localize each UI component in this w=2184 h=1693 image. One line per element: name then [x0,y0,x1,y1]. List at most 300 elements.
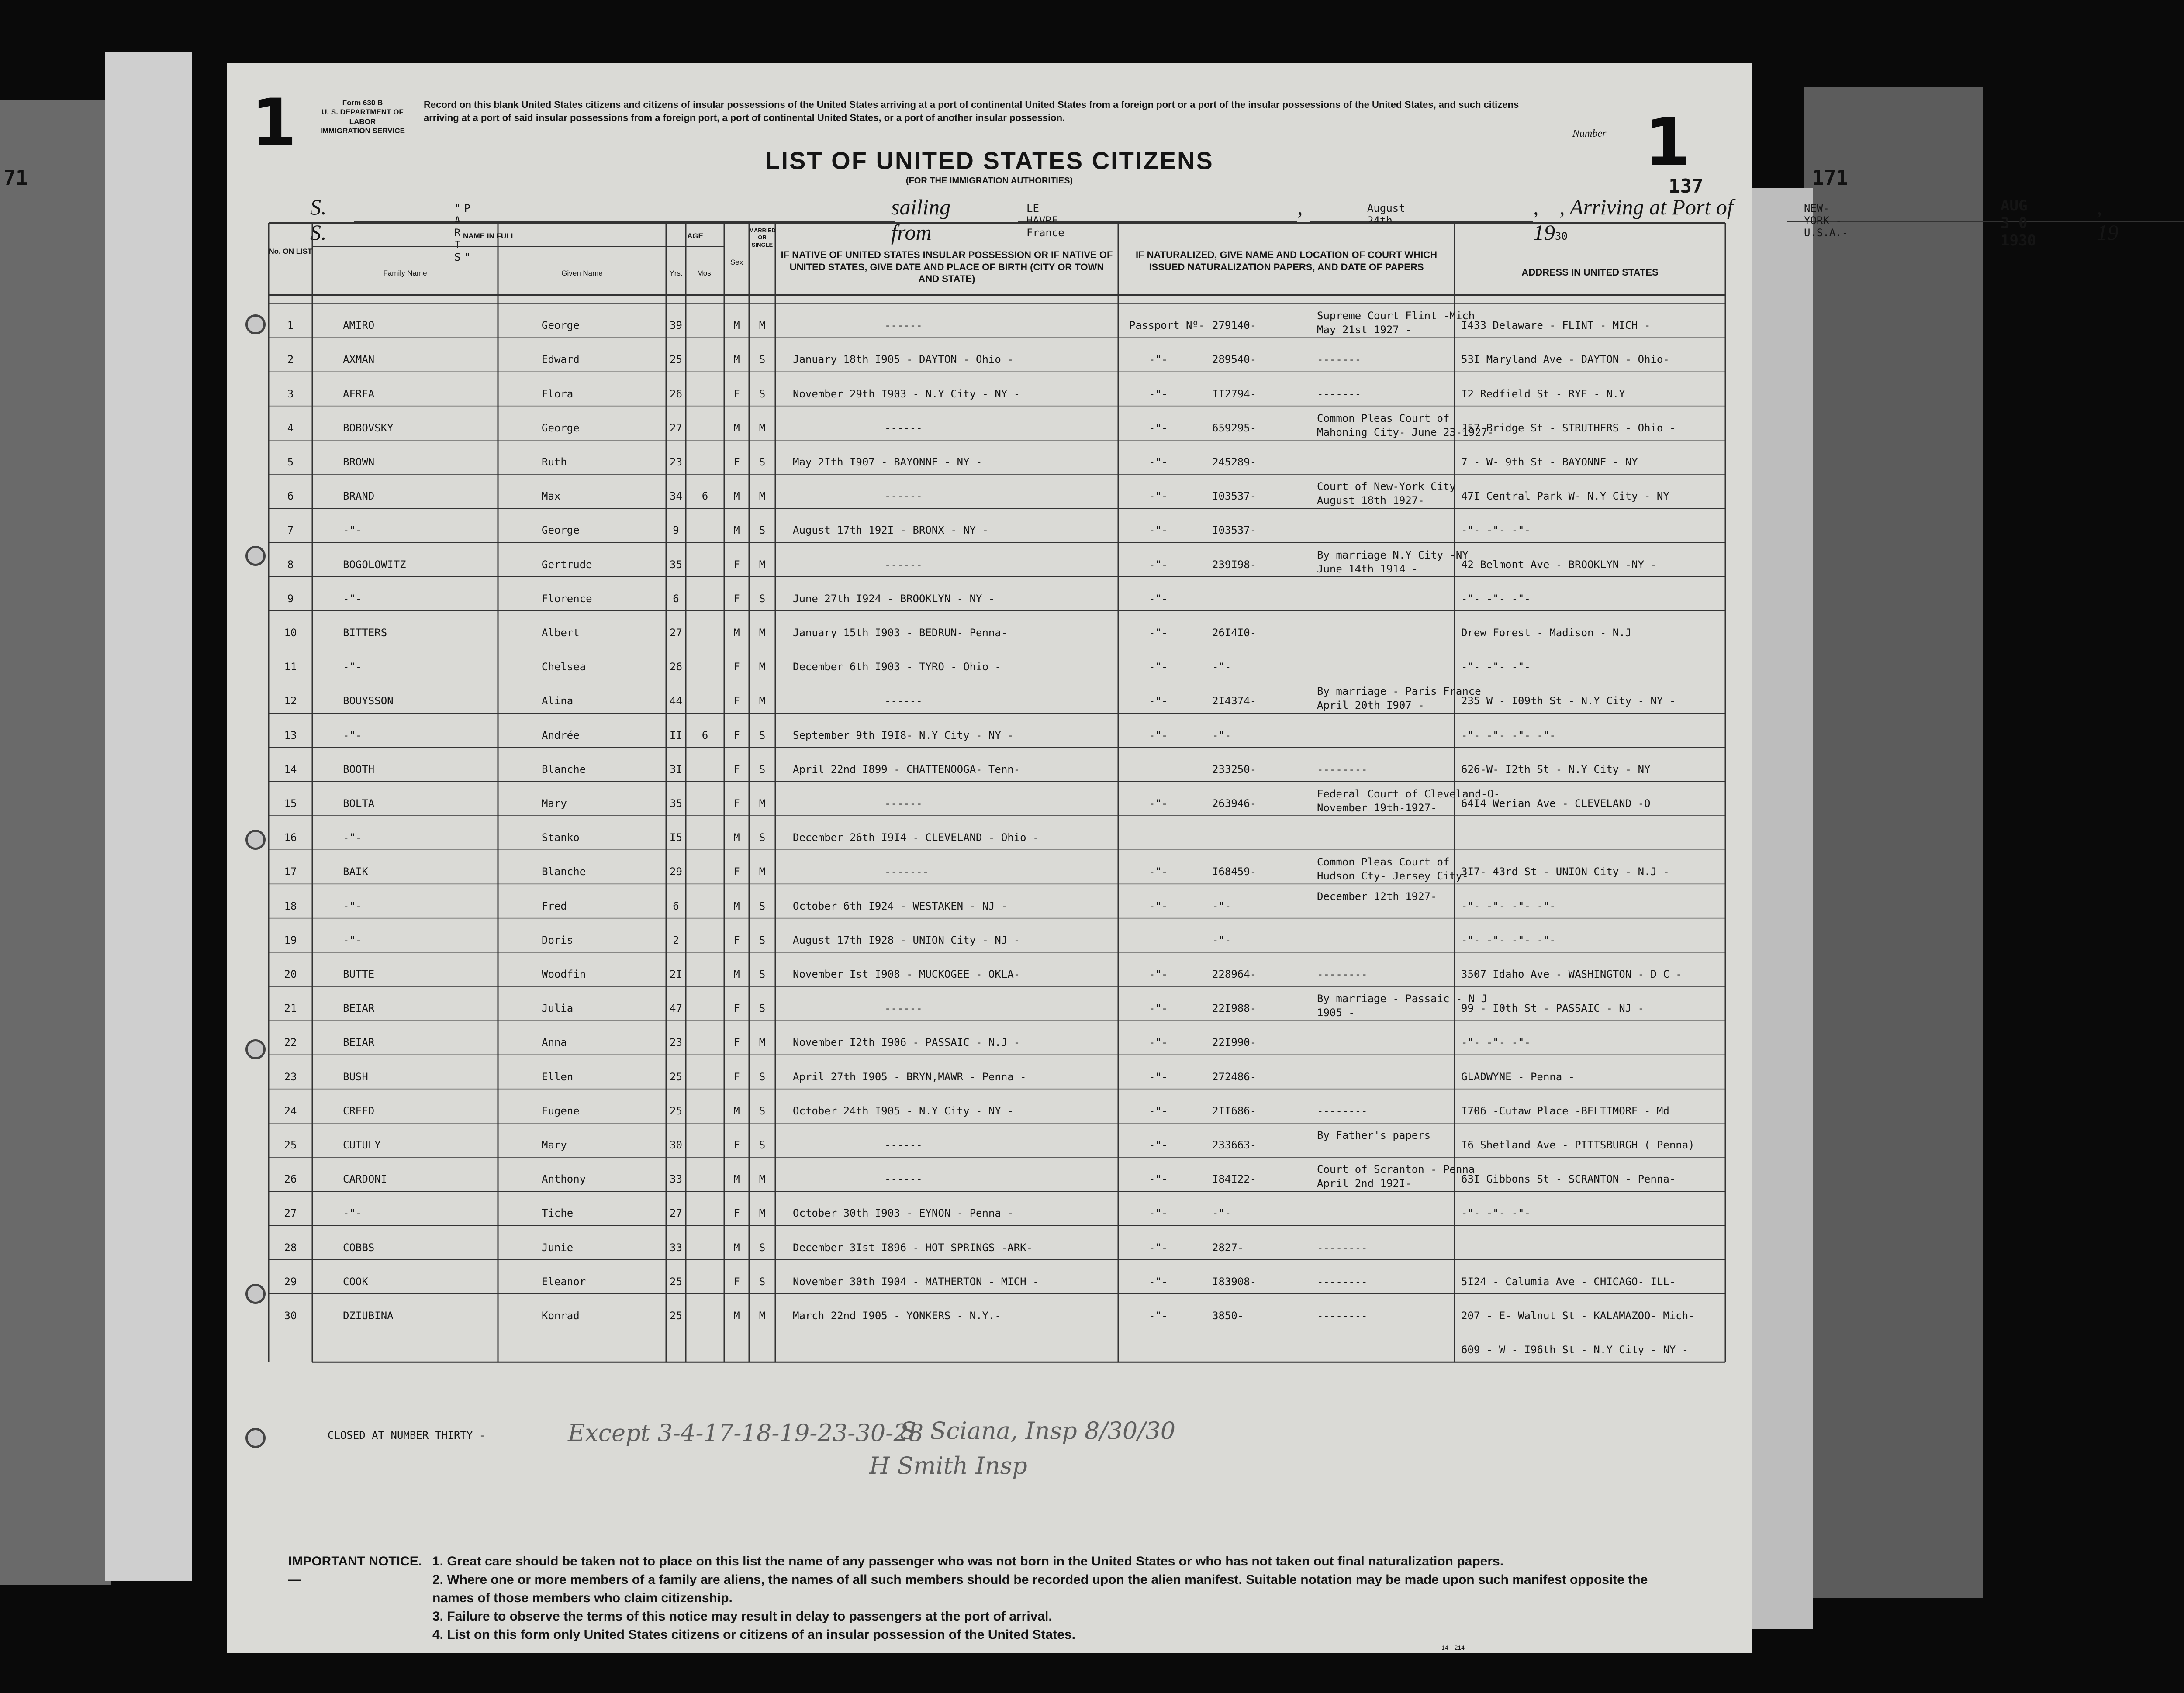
row-number: 5 [287,456,294,468]
family-name: BEIAR [343,1002,375,1015]
court-line-1: Court of Scranton - Penna [1317,1163,1475,1176]
row-number: 7 [287,524,294,537]
sex: F [733,865,740,878]
sex: F [733,1002,740,1015]
handwritten-signature-2: H Smith Insp [869,1452,1027,1479]
family-name: AFREA [343,387,375,400]
binder-hole [245,830,266,850]
naturalization-ref: -"- [1149,968,1168,980]
naturalization-ref: -"- [1149,661,1168,673]
birth-info: October 30th I903 - EYNON - Penna - [793,1207,1014,1220]
age-years: 33 [670,1241,682,1254]
given-name: Junie [542,1241,574,1254]
page-number: 137 [1669,175,1704,197]
sex: F [733,661,740,673]
row-number: 17 [284,865,297,878]
given-name: Max [542,490,561,503]
naturalization-ref: Passport Nº- [1129,319,1205,332]
sheet-number-left: 1 [251,85,297,161]
family-name: AXMAN [343,353,375,366]
naturalization-ref: -"- [1149,456,1168,468]
binder-hole [245,546,266,566]
naturalization-number: -"- [1212,900,1231,912]
sex: M [733,627,740,639]
naturalization-number: I68459- [1212,865,1257,878]
naturalization-ref: -"- [1149,387,1168,400]
marital-status: M [759,490,766,503]
naturalization-number: II2794- [1212,387,1257,400]
address: 64I4 Werian Ave - CLEVELAND -O [1461,797,1651,810]
sex: F [733,695,740,707]
family-name: BUSH [343,1070,368,1083]
header-number: No. ON LIST [269,247,312,255]
given-name: George [542,524,580,537]
birth-info: December 3Ist I896 - HOT SPRINGS -ARK- [793,1241,1033,1254]
age-years: 26 [670,387,682,400]
naturalization-number: -"- [1212,934,1231,946]
sex: M [733,1104,740,1117]
given-name: Ruth [542,456,567,468]
header-family-name: Family Name [383,269,427,277]
address: I2 Redfield St - RYE - N.Y [1461,387,1625,400]
birth-info: ------ [885,1002,923,1015]
notice-label: IMPORTANT NOTICE.— [288,1554,422,1587]
family-name: BOUYSSON [343,695,394,707]
age-years: 27 [670,421,682,434]
family-name: CREED [343,1104,375,1117]
sailing-date: August 24th [1367,202,1405,227]
row-number: 2 [287,353,294,366]
naturalization-ref: -"- [1149,524,1168,537]
age-years: 30 [670,1139,682,1151]
marital-status: S [759,831,766,844]
marital-status: M [759,1310,766,1322]
sex: M [733,968,740,980]
age-years: 26 [670,661,682,673]
given-name: Chelsea [542,661,586,673]
row-number: 6 [287,490,294,503]
row-number: 1 [287,319,294,332]
age-years: 23 [670,456,682,468]
birth-info: October 24th I905 - N.Y City - NY - [793,1104,1014,1117]
row-number: 3 [287,387,294,400]
naturalization-number: 245289- [1212,456,1257,468]
naturalization-number: -"- [1212,661,1231,673]
row-number: 11 [284,661,297,673]
age-years: 29 [670,865,682,878]
row-number: 13 [284,729,297,741]
birth-info: ------ [885,490,923,503]
address: -"- -"- -"- -"- [1461,900,1556,912]
family-name: BEIAR [343,1036,375,1049]
age-years: 35 [670,797,682,810]
family-name: AMIRO [343,319,375,332]
address: 99 - I0th St - PASSAIC - NJ - [1461,1002,1645,1015]
marital-status: S [759,592,766,605]
court-line-1: -------- [1317,1241,1368,1254]
marital-status: M [759,661,766,673]
sex: M [733,490,740,503]
birth-info: October 6th I924 - WESTAKEN - NJ - [793,900,1008,912]
naturalization-ref: -"- [1149,1310,1168,1322]
court-line-1: ------- [1317,387,1362,400]
marital-status: S [759,387,766,400]
family-name: BAIK [343,865,368,878]
sex: F [733,934,740,946]
family-name: -"- [343,729,362,741]
right-edge-number: 171 [1812,166,1849,190]
family-name: COOK [343,1275,368,1288]
binder-hole [245,314,266,334]
court-line-1: By marriage N.Y City -NY [1317,548,1469,561]
sex: F [733,1139,740,1151]
header-birth: IF NATIVE OF UNITED STATES INSULAR POSSESSION OR IF NATIVE OF UNITED STATES, GIVE DATE AND PLACE OF BIRTH (CITY OR TOWN AND STATE) [781,249,1113,284]
marital-status: M [759,797,766,810]
handwritten-except: Except 3-4-17-18-19-23-30-28 [568,1419,924,1447]
age-years: 3I [670,763,682,776]
birth-info: December 26th I9I4 - CLEVELAND - Ohio - [793,831,1039,844]
naturalization-ref: -"- [1149,627,1168,639]
ss-label: S. S. [310,195,327,245]
given-name: Eugene [542,1104,580,1117]
row-number: 20 [284,968,297,980]
marital-status: M [759,1036,766,1049]
year-suffix: 30 [1555,230,1568,242]
age-years: 9 [673,524,679,537]
court-line-2: August 18th 1927- [1317,494,1424,507]
age-years: 25 [670,1070,682,1083]
sex: F [733,763,740,776]
marital-status: S [759,1139,766,1151]
address: -"- -"- -"- -"- [1461,934,1556,946]
court-line-1: -------- [1317,1104,1368,1117]
naturalization-number: 3850- [1212,1310,1244,1322]
naturalization-number: 239I98- [1212,558,1257,571]
marital-status: M [759,558,766,571]
given-name: Fred [542,900,567,912]
given-name: Gertrude [542,558,592,571]
marital-status: S [759,524,766,537]
court-line-1: -------- [1317,763,1368,776]
row-number: 18 [284,900,297,912]
page-title: LIST OF UNITED STATES CITIZENS [765,147,1214,174]
court-line-1: Common Pleas Court of [1317,856,1450,869]
marital-status: S [759,456,766,468]
naturalization-number: 279140- [1212,319,1257,332]
birth-info: May 2Ith I907 - BAYONNE - NY - [793,456,982,468]
header-years: Yrs. [669,269,683,277]
form-id: Form 630 B [342,99,383,107]
address: I6 Shetland Ave - PITTSBURGH ( Penna) [1461,1139,1695,1151]
given-name: Albert [542,627,580,639]
court-line-1: ------- [1317,353,1362,366]
row-number: 25 [284,1139,297,1151]
naturalization-ref: -"- [1149,421,1168,434]
family-name: CUTULY [343,1139,381,1151]
naturalization-ref: -"- [1149,1173,1168,1186]
sex: F [733,1207,740,1220]
arrival-port: NEW-YORK - U.S.A.- [1804,202,1849,239]
sex: F [733,456,740,468]
naturalization-number: I03537- [1212,490,1257,503]
age-years: 6 [673,592,679,605]
sex: M [733,319,740,332]
naturalization-number: 22I990- [1212,1036,1257,1049]
manifest-sheet: 1 1 Form 630 B U. S. DEPARTMENT OF LABOR IMMIGRATION SERVICE Record on this blank United States citizens and citizens of insular possessions of the United States arriving at a port of continental United States from a foreign port or a port of the insular possessions of the United States, and such citizens arriving at a port of said insular possessions from a foreign port, a port of continental United States, or a port of another insular possession. Number LIST OF UNITED STATES CITIZENS (FOR THE IMMIGRATION AUTHORITIES) 137 S. S. "P A R I S" sailing from LE HAVRE France , August 24th , 1930 , Arriving at Port of NEW-YORK - U.S.A.- AUG 3 0 1930 , 19 CLOSED AT NUMBER THIRTY - Except 3-4-17-18-19-23-30-28 S. Sciana, Insp 8/30/30 H Smith Insp IMPORTANT NOTICE.— 1. Great care should be taken not to place on this list the name of any passenger who was not born in the United States or who has not taken out final naturalization papers. 2. Where one or more members of a family are aliens, the names of all such members should be recorded upon the alien manifest. Suitable notation may be made upon such manifest opposite the names of those members who claim citizenship. 3. Failure to observe the terms of this notice may result in delay to passengers at the port of arrival. 4. List on this form only United States citizens or citizens of an insular possession of the United States. 14—214 No. ON LIST NAME IN FULL Family Name Given Name AGE Yrs. Mos. Sex MARRIED OR SINGLE IF NATIVE OF UNITED STATES INSULAR POSSESSION OR IF NATIVE OF UNITED STATES, GIVE DATE AND PLACE OF BIRTH (CITY OR TOWN AND STATE) IF NATURALIZED, GIVE NAME AND LOCATION OF COURT WHICH ISSUED NATURALIZATION PAPERS, AND DATE OF PAPERS ADDRESS IN UNITED STATES 1 AMIRO George 39 M M ------ Passport Nº- 279140- Supreme Court Flint -Mich May 21st 1927 - I433 Delaware - FLINT - MICH - 2 AXMAN Edward 25 M S January 18th I905 - DAYTON - Ohio - -"- 289540- ------- 53I Maryland Ave - DAYTON - Ohio- 3 AFREA Flora 26 F S November 29th I903 - N.Y City - NY - -"- II2794- ------- I2 Redfield St - RYE - N.Y 4 BOBOVSKY George 27 M M ------ -"- 659295- Common Pleas Court of Mahoning City- June 23-1927- J57 Bridge St - STRUTHERS - Ohio - 5 BROWN Ruth 23 F S May 2Ith I907 - BAYONNE - NY - -"- 245289- 7 - W- 9th St - BAYONNE - NY 6 BRAND Max 34 6 M M ------ -"- I03537- Court of New-York City August 18th 1927- 47I Central Park W- N.Y City - NY 7 -"- George 9 M S August 17th 192I - BRONX - NY - -"- I03537- -"- -"- -"- 8 BOGOLOWITZ Gertrude 35 F M ------ -"- 239I98- By marriage N.Y City -NY June 14th 1914 - 42 Belmont Ave - BROOKLYN -NY - 9 -"- Florence 6 F S June 27th I924 - BROOKLYN - NY - -"- -"- -"- -"- 10 BITTERS Albert 27 M M January 15th I903 - BEDRUN- Penna- -"- 26I4I0- Drew Forest - Madison - N.J 11 -"- Chelsea 26 F M December 6th I903 - TYRO - Ohio - -"- -"- -"- -"- -"- 12 BOUYSSON Alina 44 F M ------ -"- 2I4374- By marriage - Paris France April 20th I907 - 235 W - I09th St - N.Y City - NY - 13 -"- Andrée II 6 F S September 9th I9I8- N.Y City - NY - -"- -"- -"- -"- -"- -"- 14 BOOTH Blanche 3I F S April 22nd I899 - CHATTENOOGA- Tenn- 233250- -------- 626-W- I2th St - N.Y City - NY 15 BOLTA Mary 35 F M ------ -"- 263946- Federal Court of Cleveland-O- November 19th-1927- 64I4 Werian Ave - CLEVELAND -O 16 -"- Stanko I5 M S December 26th I9I4 - CLEVELAND - Ohio - 17 BAIK Blanche 29 F M ------- -"- I68459- Common Pleas Court of Hudson Cty- Jersey City- 3I7- 43rd St - UNION City - N.J - 18 -"- Fred 6 M S October 6th I924 - WESTAKEN - NJ - -"- -"- December 12th 1927- -"- -"- -"- -"- 19 -"- Doris 2 F S August 17th I928 - UNION City - NJ - -"- -"- -"- -"- -"- 20 BUTTE Woodfin 2I M S November Ist I908 - MUCKOGEE - OKLA- -"- 228964- -------- 3507 Idaho Ave - WASHINGTON - D C - 21 BEIAR Julia 47 F S ------ -"- 22I988- By marriage - Passaic - N J 1905 - 99 - I0th St - PASSAIC - NJ - 22 BEIAR Anna 23 F M November I2th I906 - PASSAIC - N.J - -"- 22I990- -"- -"- -"- 23 BUSH Ellen 25 F S April 27th I905 - BRYN,MAWR - Penna - -"- 272486- GLADWYNE - Penna - 24 CREED Eugene 25 M S October 24th I905 - N.Y City - NY - -"- 2II686- -------- I706 -Cutaw Place -BELTIMORE - Md 25 CUTULY Mary 30 F S ------ -"- 233663- By Father's papers I6 Shetland Ave - PITTSBURGH ( Penna) 26 CARDONI Anthony 33 M M ------ -"- I84I22- Court of Scranton - Penna April 2nd 192I- 63I Gibbons St - SCRANTON - Penna- 27 -"- Tiche 27 F M October 30th I903 - EYNON - Penna - -"- -"- -"- -"- -"- 28 COBBS Junie 33 M S December 3Ist I896 - HOT SPRINGS -ARK- -"- 2827- -------- 29 COOK Eleanor 25 F S November 30th I904 - MATHERTON - MICH - -"- I83908- -------- 5I24 - Calumia Ave - CHICAGO- ILL- 30 DZIUBINA Konrad 25 M M March 22nd I905 - YONKERS - N.Y.- -"- 3850- -------- 207 - E- Walnut St - KALAMAZOO- Mich- 609 - W - I96th St - N.Y City - NY - [227,63,1752,1653]
row-number: 27 [284,1207,297,1220]
marital-status: M [759,627,766,639]
marital-status: S [759,900,766,912]
address: I706 -Cutaw Place -BELTIMORE - Md [1461,1104,1669,1117]
birth-info: ------ [885,558,923,571]
court-line-1: Federal Court of Cleveland-O- [1317,788,1500,800]
notice-item: 2. Where one or more members of a family are aliens, the names of all such members should be recorded upon the alien manifest. Suitable notation may be made upon such manifest opposite the names of those members who claim citizenship. [432,1572,1648,1605]
given-name: Woodfin [542,968,586,980]
family-name: COBBS [343,1241,375,1254]
birth-info: November 30th I904 - MATHERTON - MICH - [793,1275,1039,1288]
birth-info: April 27th I905 - BRYN,MAWR - Penna - [793,1070,1026,1083]
given-name: Alina [542,695,574,707]
age-years: 35 [670,558,682,571]
marital-status: S [759,1002,766,1015]
age-years: 25 [670,1104,682,1117]
sex: F [733,1070,740,1083]
birth-info: March 22nd I905 - YONKERS - N.Y.- [793,1310,1001,1322]
sex: M [733,900,740,912]
birth-info: ------ [885,797,923,810]
address: 3I7- 43rd St - UNION City - N.J - [1461,865,1669,878]
address: 3507 Idaho Ave - WASHINGTON - D C - [1461,968,1682,980]
sheet-number-right: 1 [1645,105,1690,181]
sex: M [733,1310,740,1322]
right-page-tab [1747,188,1813,1629]
naturalization-number: 233250- [1212,763,1257,776]
given-name: Anthony [542,1173,586,1186]
sailing-label: sailing from [891,195,951,245]
family-name: -"- [343,934,362,946]
naturalization-number: 2827- [1212,1241,1244,1254]
year-prefix: 19 [1533,220,1555,245]
marital-status: M [759,865,766,878]
marital-status: M [759,421,766,434]
court-line-1: Supreme Court Flint -Mich [1317,310,1475,322]
age-years: 27 [670,1207,682,1220]
sex: F [733,387,740,400]
given-name: Florence [542,592,592,605]
binder-hole [245,1284,266,1304]
birth-info: January 18th I905 - DAYTON - Ohio - [793,353,1014,366]
age-years: 23 [670,1036,682,1049]
form-service: IMMIGRATION SERVICE [320,126,405,135]
birth-info: August 17th 192I - BRONX - NY - [793,524,988,537]
birth-info: November 29th I903 - N.Y City - NY - [793,387,1020,400]
sex: M [733,1173,740,1186]
header-name-in-full: NAME IN FULL [463,232,515,240]
marital-status: M [759,695,766,707]
court-line-1: Common Pleas Court of [1317,412,1450,424]
court-line-2: Mahoning City- June 23-1927- [1317,426,1494,438]
age-months: 6 [702,490,708,503]
family-name: -"- [343,661,362,673]
address: 53I Maryland Ave - DAYTON - Ohio- [1461,353,1669,366]
family-name: -"- [343,1207,362,1220]
naturalization-number: 2II686- [1212,1104,1257,1117]
court-line-2: June 14th 1914 - [1317,562,1418,575]
birth-info: ------ [885,695,923,707]
address: J57 Bridge St - STRUTHERS - Ohio - [1461,421,1676,434]
marital-status: S [759,968,766,980]
naturalization-ref: -"- [1149,490,1168,503]
address: 47I Central Park W- N.Y City - NY [1461,490,1669,503]
court-line-2: 1905 - [1317,1007,1355,1019]
row-number: 26 [284,1173,297,1186]
given-name: Andrée [542,729,580,741]
family-name: BUTTE [343,968,375,980]
naturalization-ref: -"- [1149,1207,1168,1220]
sex: M [733,421,740,434]
right-page-edge [1804,87,1983,1598]
sex: M [733,524,740,537]
naturalization-number: 289540- [1212,353,1257,366]
address: 63I Gibbons St - SCRANTON - Penna- [1461,1173,1676,1186]
address: 626-W- I2th St - N.Y City - NY [1461,763,1651,776]
birth-info: December 6th I903 - TYRO - Ohio - [793,661,1001,673]
ship-name: "P A R I S" [454,202,474,263]
address: I433 Delaware - FLINT - MICH - [1461,319,1651,332]
birth-info: ------ [885,1139,923,1151]
birth-info: August 17th I928 - UNION City - NJ - [793,934,1020,946]
naturalization-number: 26I4I0- [1212,627,1257,639]
naturalization-number: I03537- [1212,524,1257,537]
header-months: Mos. [697,269,713,277]
row-number: 16 [284,831,297,844]
address: -"- -"- -"- [1461,1036,1531,1049]
row-number: 8 [287,558,294,571]
age-years: 44 [670,695,682,707]
page-subtitle: (FOR THE IMMIGRATION AUTHORITIES) [905,176,1073,186]
notice-item: 1. Great care should be taken not to place on this list the name of any passenger who was not born in the United States or who has not taken out final naturalization papers. [432,1554,1504,1569]
sex: M [733,1241,740,1254]
court-line-1: -------- [1317,1310,1368,1322]
naturalization-ref: -"- [1149,865,1168,878]
address: 5I24 - Calumia Ave - CHICAGO- ILL- [1461,1275,1676,1288]
arriving-label: , Arriving at Port of [1559,195,1733,219]
birth-info: ------ [885,319,923,332]
naturalization-ref: -"- [1149,592,1168,605]
age-years: 25 [670,1275,682,1288]
marital-status: M [759,319,766,332]
left-page-edge [0,100,111,1585]
family-name: -"- [343,592,362,605]
marital-status: S [759,353,766,366]
sex: F [733,1275,740,1288]
naturalization-number: 659295- [1212,421,1257,434]
age-years: 2I [670,968,682,980]
age-years: I5 [670,831,682,844]
sex: F [733,1036,740,1049]
closed-note: CLOSED AT NUMBER THIRTY - [328,1429,486,1441]
naturalization-number: 272486- [1212,1070,1257,1083]
family-name: BOLTA [343,797,375,810]
family-name: BITTERS [343,627,387,639]
row-number: 22 [284,1036,297,1049]
birth-info: April 22nd I899 - CHATTENOOGA- Tenn- [793,763,1020,776]
row-number: 24 [284,1104,297,1117]
birth-info: November Ist I908 - MUCKOGEE - OKLA- [793,968,1020,980]
marital-status: S [759,1104,766,1117]
form-code: 14—214 [1441,1644,1465,1651]
age-years: 25 [670,353,682,366]
row-number: 12 [284,695,297,707]
marital-status: S [759,934,766,946]
number-label: Number [1572,128,1607,139]
naturalization-ref: -"- [1149,797,1168,810]
given-name: Julia [542,1002,574,1015]
row-number: 19 [284,934,297,946]
header-address: ADDRESS IN UNITED STATES [1521,267,1659,278]
family-name: -"- [343,900,362,912]
header-married-single: MARRIED OR SINGLE [749,227,776,248]
arrival-year: , 19 [2097,195,2118,245]
row-number: 23 [284,1070,297,1083]
notice-item: 3. Failure to observe the terms of this notice may result in delay to passengers at the port of arrival. [432,1609,1052,1624]
age-years: 33 [670,1173,682,1186]
family-name: BOBOVSKY [343,421,394,434]
extra-address: 609 - W - I96th St - N.Y City - NY - [1461,1344,1689,1356]
age-years: 25 [670,1310,682,1322]
family-name: -"- [343,831,362,844]
family-name: CARDONI [343,1173,387,1186]
birth-info: June 27th I924 - BROOKLYN - NY - [793,592,995,605]
address: -"- -"- -"- -"- [1461,729,1556,741]
naturalization-number: -"- [1212,729,1231,741]
address: 207 - E- Walnut St - KALAMAZOO- Mich- [1461,1310,1695,1322]
naturalization-ref: -"- [1149,1002,1168,1015]
departure-port: LE HAVRE France [1026,202,1064,239]
row-number: 4 [287,421,294,434]
row-number: 30 [284,1310,297,1322]
left-edge-number: 71 [3,166,28,190]
sex: F [733,558,740,571]
naturalization-ref: -"- [1149,900,1168,912]
birth-info: November I2th I906 - PASSAIC - N.J - [793,1036,1020,1049]
row-number: 9 [287,592,294,605]
marital-status: S [759,729,766,741]
address: -"- -"- -"- [1461,1207,1531,1220]
age-years: 6 [673,900,679,912]
court-line-1: -------- [1317,1275,1368,1288]
court-line-1: -------- [1317,968,1368,980]
age-years: II [670,729,682,741]
naturalization-ref: -"- [1149,353,1168,366]
family-name: BOOTH [343,763,375,776]
family-name: -"- [343,524,362,537]
given-name: Mary [542,797,567,810]
age-months: 6 [702,729,708,741]
left-page-strip [105,52,192,1581]
sex: M [733,831,740,844]
given-name: Mary [542,1139,567,1151]
naturalization-ref: -"- [1149,1036,1168,1049]
given-name: Eleanor [542,1275,586,1288]
given-name: Flora [542,387,574,400]
sex: F [733,797,740,810]
birth-info: September 9th I9I8- N.Y City - NY - [793,729,1014,741]
birth-info: ------- [885,865,929,878]
court-line-1: By marriage - Paris France [1317,685,1481,698]
naturalization-number: 233663- [1212,1139,1257,1151]
manifest-table [227,63,1752,1653]
